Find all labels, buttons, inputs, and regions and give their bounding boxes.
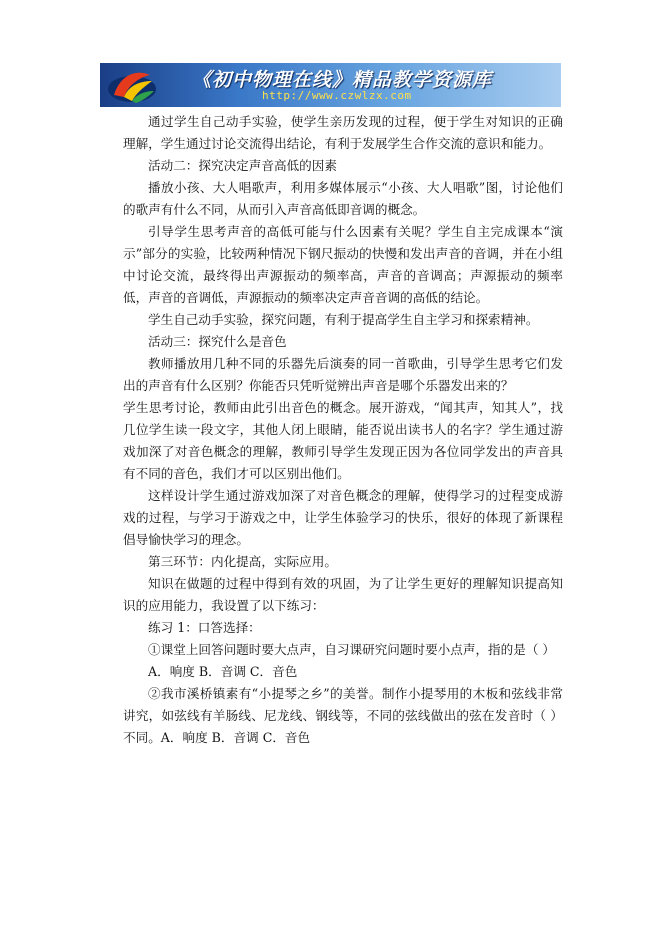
question: ②我市溪桥镇素有“小提琴之乡”的美誉。制作小提琴用的木板和弦线非常讲究，如弦线有羊肠线、尼龙线、钢线等，不同的弦线做出的弦在发音时（ ）不同。A．响度 B．音调 C．音色 — [123, 686, 563, 745]
document-body — [123, 111, 563, 749]
paragraph: 播放小孩、大人唱歌声，利用多媒体展示“小孩、大人唱歌”图，讨论他们的歌声有什么不同，从而引入声音高低即音调的概念。 — [123, 180, 563, 217]
section-heading: 第三环节：内化提高，实际应用。 — [148, 554, 337, 569]
paragraph: 知识在做题的过程中得到有效的巩固，为了让学生更好的理解知识提高知识的应用能力，我设置了以下练习： — [123, 576, 563, 613]
site-logo-icon — [106, 65, 158, 105]
exercise-heading: 练习 1：口答选择： — [148, 620, 261, 635]
paragraph: 教师播放用几种不同的乐器先后演奏的同一首歌曲，引导学生思考它们发出的声音有什么区别？你能否只凭听觉辨出声音是哪个乐器发出来的？ — [123, 356, 563, 393]
paragraph: 引导学生思考声音的高低可能与什么因素有关呢？学生自主完成课本“演示”部分的实验，比较两种情况下钢尺振动的快慢和发出声音的音调，并在小组中讨论交流，最终得出声源振动的频率高，声音的音调高；声源振动的频率低，声音的音调低，声源振动的频率决定声音音调的高低的结论。 — [123, 224, 563, 305]
paragraph: 学生自己动手实验，探究问题，有利于提高学生自主学习和探索精神。 — [148, 312, 539, 327]
answer-options: A．响度 B．音调 C．音色 — [148, 664, 298, 679]
question: ①课堂上回答问题时要大点声，自习课研究问题时要小点声，指的是（ ） — [148, 642, 556, 657]
banner-url: http://www.czwlzx.com — [262, 89, 412, 102]
section-heading: 活动三：探究什么是音色 — [148, 334, 287, 349]
banner-title: 《初中物理在线》精品教学资源库 — [192, 69, 493, 91]
header-banner — [100, 63, 561, 107]
paragraph: 学生思考讨论，教师由此引出音色的概念。展开游戏，“闻其声，知其人”，找几位学生读一段文字，其他人闭上眼睛，能否说出读书人的名字？学生通过游戏加深了对音色概念的理解，教师引导学生发现正因为各位同学发出的声音具有不同的音色，我们才可以区别出他们。 — [123, 400, 563, 481]
paragraph: 这样设计学生通过游戏加深了对音色概念的理解，使得学习的过程变成游戏的过程，与学习于游戏之中，让学生体验学习的快乐，很好的体现了新课程倡导愉快学习的理念。 — [123, 488, 563, 547]
paragraph: 通过学生自己动手实验，使学生亲历发现的过程，便于学生对知识的正确理解，学生通过讨论交流得出结论，有利于发展学生合作交流的意识和能力。 — [123, 114, 563, 151]
section-heading: 活动二：探究决定声音高低的因素 — [148, 158, 337, 173]
